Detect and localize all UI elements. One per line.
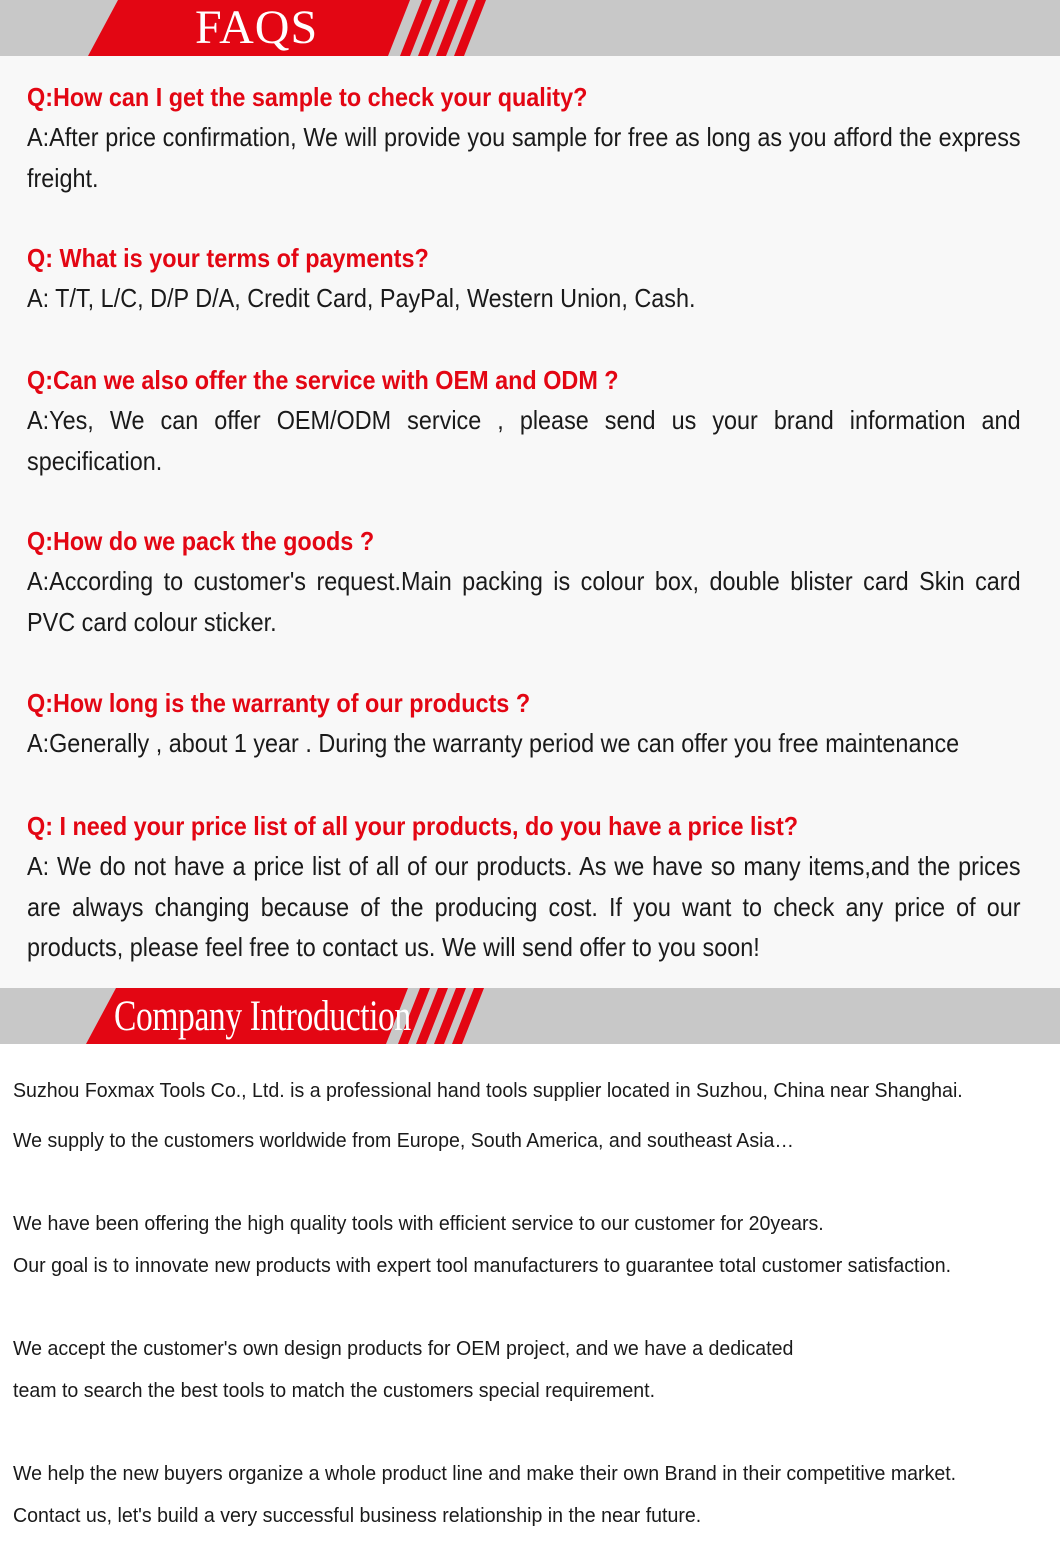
company-text-line: We help the new buyers organize a whole product line and make their own Brand in their competitive market. <box>13 1462 957 1485</box>
company-banner <box>0 988 1060 1044</box>
faq-banner <box>0 0 1060 56</box>
faq-item <box>27 683 1021 764</box>
faq-answer: A:Yes, We can offer OEM/ODM service , please send us your brand information and specification. <box>27 405 1021 476</box>
faq-list <box>0 56 1060 988</box>
faq-answer: A: T/T, L/C, D/P D/A, Credit Card, PayPal, Western Union, Cash. <box>27 283 696 313</box>
company-introduction <box>0 1044 1060 1557</box>
company-text-line: We accept the customer's own design products for OEM project, and we have a dedicated <box>13 1337 794 1360</box>
faq-answer: A:Generally , about 1 year . During the warranty period we can offer you free maintenance <box>27 728 960 758</box>
company-text-line: Our goal is to innovate new products with expert tool manufacturers to guarantee total customer satisfaction. <box>13 1254 952 1277</box>
faq-item <box>27 360 1021 481</box>
faq-item <box>27 77 1021 198</box>
faq-item <box>27 238 1021 319</box>
company-text-line: Suzhou Foxmax Tools Co., Ltd. is a professional hand tools supplier located in Suzhou, China near Shanghai. <box>13 1079 963 1102</box>
company-text-line: Contact us, let's build a very successful business relationship in the near future. <box>13 1504 702 1527</box>
faq-title: FAQS <box>195 1 319 54</box>
faq-question: Q:Can we also offer the service with OEM and ODM ? <box>27 365 619 395</box>
company-text-line: We supply to the customers worldwide from Europe, South America, and southeast Asia… <box>13 1129 794 1152</box>
company-text-line: team to search the best tools to match the customers special requirement. <box>13 1379 656 1402</box>
faq-question: Q:How can I get the sample to check your quality? <box>27 82 588 112</box>
faq-answer: A: We do not have a price list of all of our products. As we have so many items,and the prices are always changing because of the producing cost. If you want to check any price of our products, please feel free to contact us. We will send offer to you soon! <box>27 851 1021 962</box>
faq-question: Q:How long is the warranty of our products ? <box>27 688 531 718</box>
faq-answer: A:According to customer's request.Main packing is colour box, double blister card Skin card PVC card colour sticker. <box>27 566 1021 637</box>
faq-question: Q: I need your price list of all your products, do you have a price list? <box>27 811 799 841</box>
faq-item <box>27 806 1021 968</box>
company-text-line: We have been offering the high quality tools with efficient service to our customer for 20years. <box>13 1212 824 1235</box>
faq-banner-graphic <box>0 0 1060 56</box>
faq-item <box>27 521 1021 642</box>
faq-question: Q: What is your terms of payments? <box>27 243 429 273</box>
faq-question: Q:How do we pack the goods ? <box>27 526 375 556</box>
company-title: Company Introduction <box>114 993 411 1040</box>
faq-answer: A:After price confirmation, We will provide you sample for free as long as you afford the express freight. <box>27 122 1021 193</box>
